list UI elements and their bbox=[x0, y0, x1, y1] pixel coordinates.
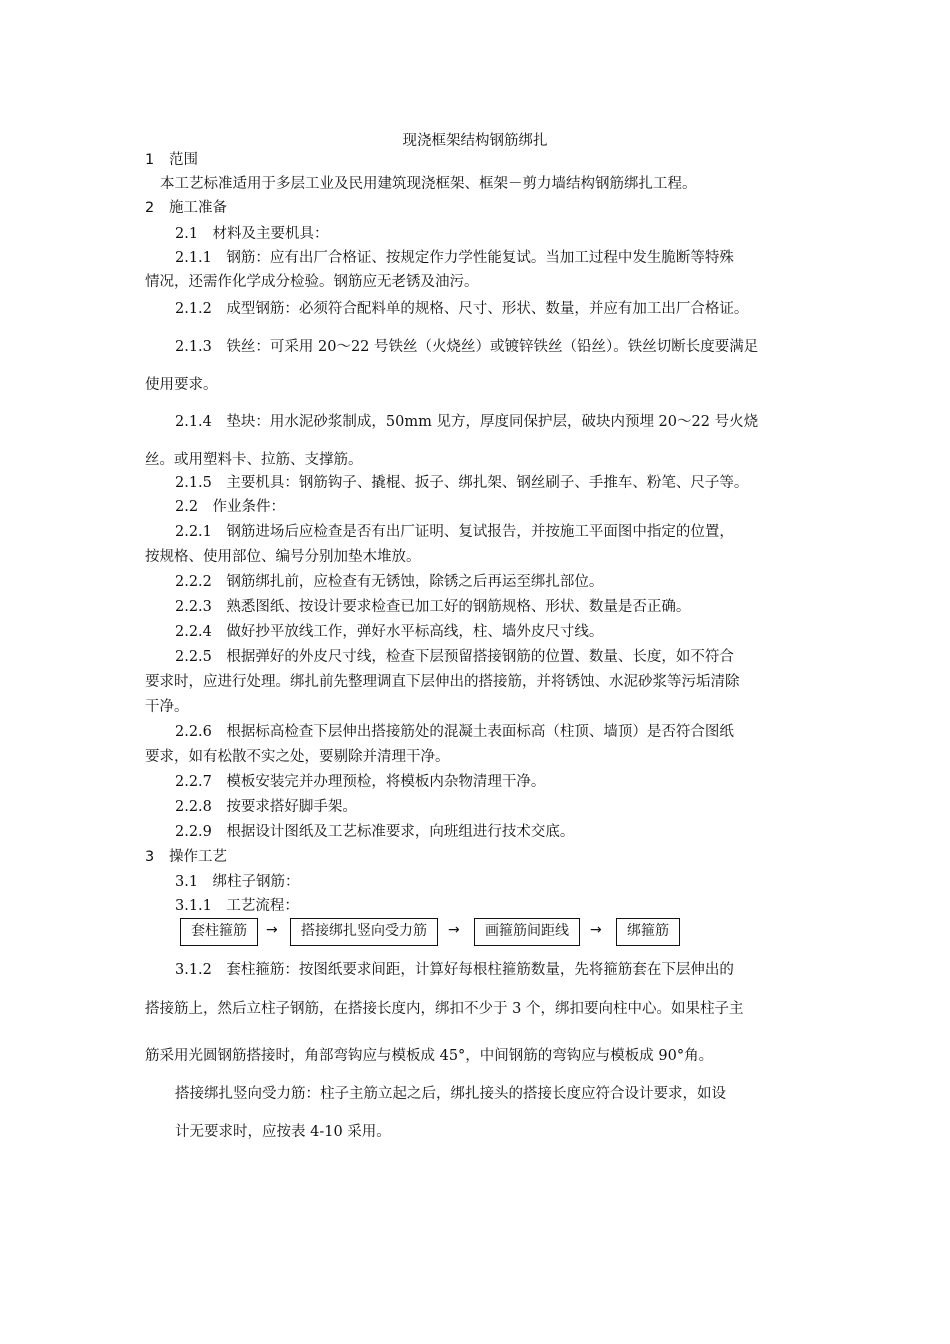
arrow-right-icon: → bbox=[266, 922, 278, 938]
flow-step-3: 画箍筋间距线 bbox=[474, 918, 580, 946]
paragraph: 丝。或用塑料卡、拉筋、支撑筋。 bbox=[145, 452, 363, 468]
paragraph: 干净。 bbox=[145, 699, 189, 715]
paragraph: 2.1.5 主要机具：钢筋钩子、撬棍、扳子、绑扎架、钢丝刷子、手推车、粉笔、尺子等。 bbox=[175, 475, 749, 491]
paragraph: 2.2.4 做好抄平放线工作，弹好水平标高线，柱、墙外皮尺寸线。 bbox=[175, 624, 604, 640]
paragraph: 2.2.9 根据设计图纸及工艺标准要求，向班组进行技术交底。 bbox=[175, 824, 575, 840]
paragraph: 3.1 绑柱子钢筋： bbox=[175, 874, 300, 890]
paragraph: 2.2.1 钢筋进场后应检查是否有出厂证明、复试报告，并按施工平面图中指定的位置， bbox=[175, 524, 734, 540]
paragraph: 3.1.1 工艺流程： bbox=[175, 898, 299, 914]
section-2-heading: 2 施工准备 bbox=[145, 200, 227, 216]
paragraph: 筋采用光圆钢筋搭接时，角部弯钩应与模板成 45°，中间钢筋的弯钩应与模板成 90°角。 bbox=[145, 1048, 714, 1064]
paragraph: 2.2.8 按要求搭好脚手架。 bbox=[175, 799, 357, 815]
paragraph: 使用要求。 bbox=[145, 377, 218, 393]
paragraph: 2.1 材料及主要机具： bbox=[175, 226, 329, 242]
paragraph: 搭接筋上，然后立柱子钢筋，在搭接长度内，绑扣不少于 3 个，绑扣要向柱中心。如果柱子主 bbox=[145, 1001, 744, 1017]
paragraph: 要求，如有松散不实之处，要剔除并清理干净。 bbox=[145, 749, 450, 765]
paragraph: 2.1.1 钢筋：应有出厂合格证、按规定作力学性能复试。当加工过程中发生脆断等特殊 bbox=[175, 250, 734, 266]
page-title: 现浇框架结构钢筋绑扎 bbox=[402, 133, 548, 149]
paragraph: 情况，还需作化学成分检验。钢筋应无老锈及油污。 bbox=[145, 274, 479, 290]
paragraph: 搭接绑扎竖向受力筋：柱子主筋立起之后，绑扎接头的搭接长度应符合设计要求，如设 bbox=[175, 1086, 726, 1102]
paragraph: 2.1.3 铁丝：可采用 20～22 号铁丝（火烧丝）或镀锌铁丝（铅丝）。铁丝切断长度要满足 bbox=[175, 339, 759, 355]
section-3-heading: 3 操作工艺 bbox=[145, 849, 227, 865]
paragraph: 2.2 作业条件： bbox=[175, 499, 286, 515]
paragraph: 2.2.3 熟悉图纸、按设计要求检查已加工好的钢筋规格、形状、数量是否正确。 bbox=[175, 599, 691, 615]
arrow-right-icon: → bbox=[448, 922, 460, 938]
paragraph: 2.1.4 垫块：用水泥砂浆制成，50mm 见方，厚度同保护层，破块内预埋 20～22 号火烧 bbox=[175, 414, 759, 430]
paragraph: 2.2.2 钢筋绑扎前，应检查有无锈蚀，除锈之后再运至绑扎部位。 bbox=[175, 574, 604, 590]
flow-step-2: 搭接绑扎竖向受力筋 bbox=[290, 918, 438, 946]
section-1-heading: 1 范围 bbox=[145, 152, 198, 168]
paragraph: 计无要求时，应按表 4-10 采用。 bbox=[175, 1124, 391, 1140]
paragraph: 2.1.2 成型钢筋：必须符合配料单的规格、尺寸、形状、数量，并应有加工出厂合格证。 bbox=[175, 301, 749, 317]
paragraph: 2.2.7 模板安装完并办理预检，将模板内杂物清理干净。 bbox=[175, 774, 546, 790]
arrow-right-icon: → bbox=[590, 922, 602, 938]
paragraph: 2.2.5 根据弹好的外皮尺寸线，检查下层预留搭接钢筋的位置、数量、长度，如不符合 bbox=[175, 649, 734, 665]
paragraph: 2.2.6 根据标高检查下层伸出搭接筋处的混凝土表面标高（柱顶、墙顶）是否符合图纸 bbox=[175, 724, 734, 740]
paragraph: 3.1.2 套柱箍筋：按图纸要求间距，计算好每根柱箍筋数量，先将箍筋套在下层伸出的 bbox=[175, 962, 734, 978]
flow-step-4: 绑箍筋 bbox=[616, 918, 680, 946]
flow-step-1: 套柱箍筋 bbox=[180, 918, 258, 946]
paragraph: 本工艺标准适用于多层工业及民用建筑现浇框架、框架－剪力墙结构钢筋绑扎工程。 bbox=[160, 176, 697, 192]
paragraph: 要求时，应进行处理。绑扎前先整理调直下层伸出的搭接筋，并将锈蚀、水泥砂浆等污垢清除 bbox=[145, 674, 740, 690]
paragraph: 按规格、使用部位、编号分别加垫木堆放。 bbox=[145, 549, 421, 565]
